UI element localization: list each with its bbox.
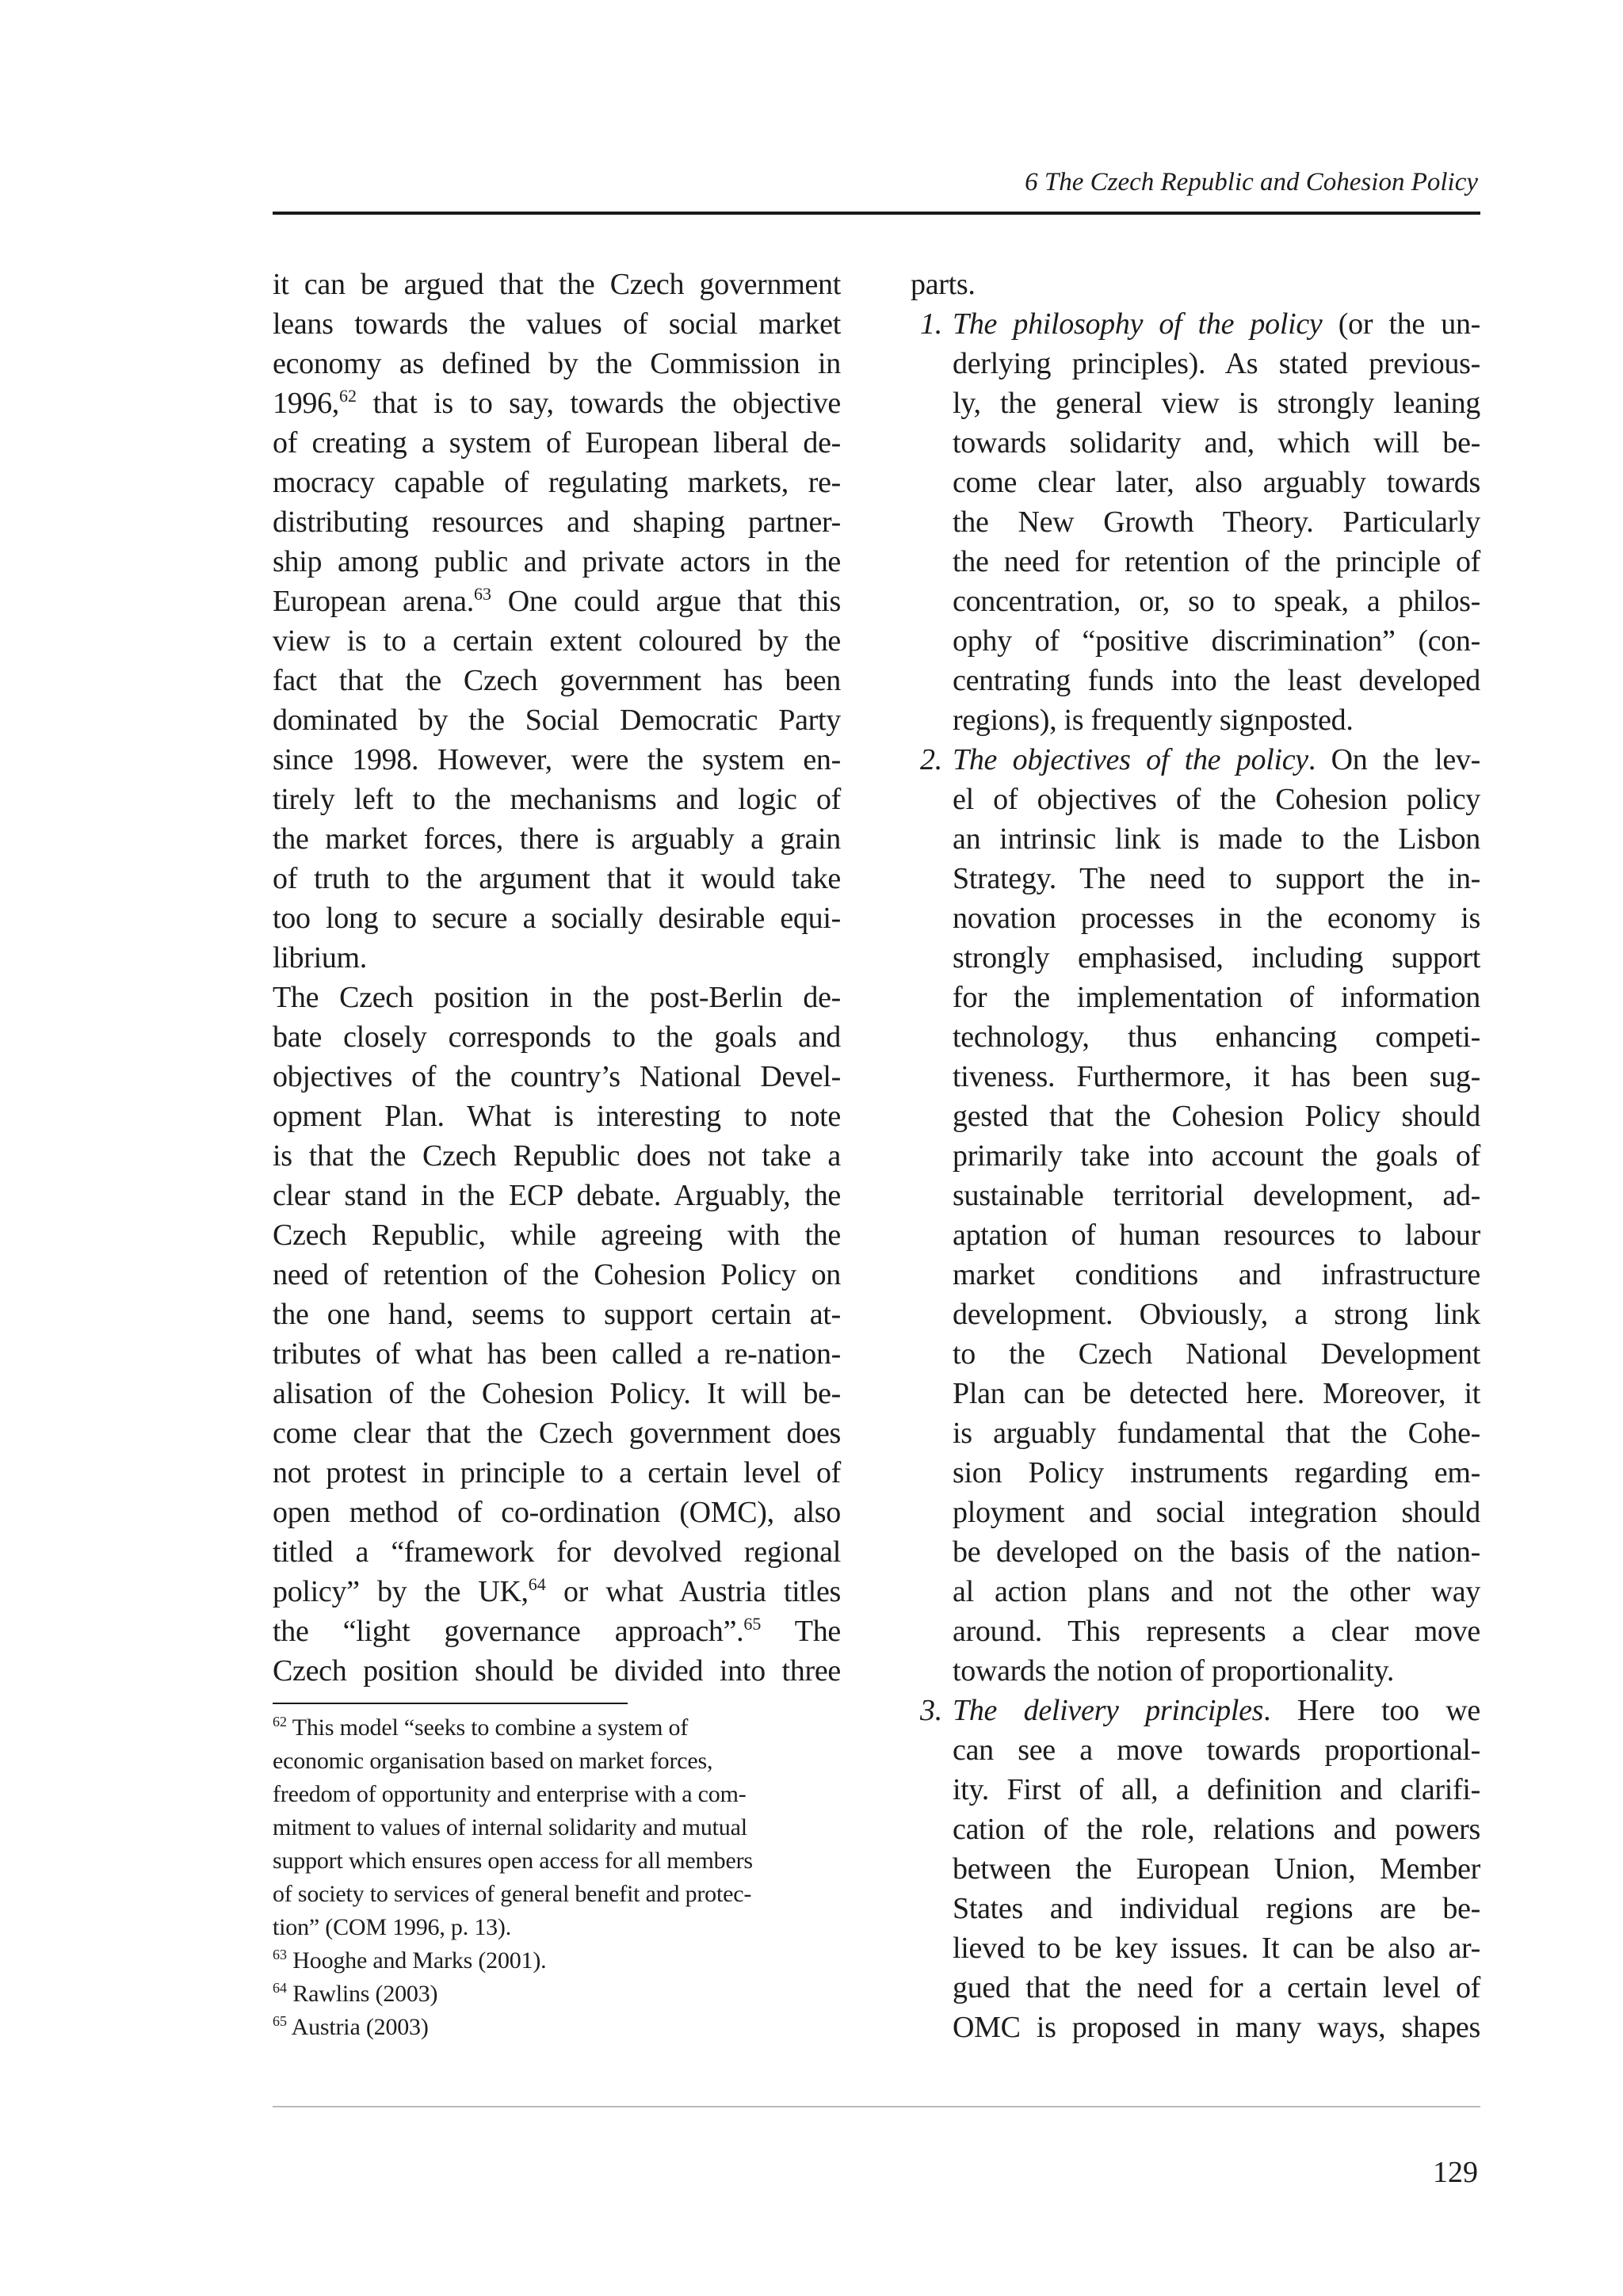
- text-run: mocracy capable of regulating markets, re-: [273, 466, 841, 499]
- right-text-column: [911, 265, 1480, 2047]
- list-number: 3.: [920, 1694, 942, 1727]
- text-run: view is to a certain extent coloured by the: [273, 624, 841, 658]
- text-line: [273, 1978, 841, 2011]
- text-run: regions), is frequently signposted.: [953, 704, 1354, 737]
- text-line: [273, 1017, 841, 1057]
- text-run: mitment to values of internal solidarity and mutual: [273, 1814, 747, 1840]
- text-run: Rawlins (2003): [287, 1981, 438, 2007]
- text-line: [911, 265, 1480, 304]
- text-run: tion” (COM 1996, p. 13).: [273, 1914, 512, 1940]
- text-line: [273, 1844, 841, 1878]
- text-line: [953, 700, 1480, 740]
- text-line: [273, 1878, 841, 1911]
- footnote-marker: 64: [528, 1574, 546, 1594]
- text-run: since 1998. However, were the system en-: [273, 743, 841, 776]
- text-line: [953, 1691, 1480, 1730]
- text-run: the one hand, seems to support certain at-: [273, 1298, 841, 1331]
- text-run: the New Growth Theory. Particularly: [953, 505, 1480, 539]
- text-run: tirely left to the mechanisms and logic of: [273, 783, 841, 816]
- text-run: of society to services of general benefit and protec-: [273, 1881, 752, 1907]
- numbered-list-item: [911, 1691, 1480, 2047]
- text-run: development. Obviously, a strong link: [953, 1298, 1480, 1331]
- footnote-marker: 63: [273, 1947, 287, 1962]
- text-line: [273, 1944, 841, 1978]
- text-run: support which ensures open access for all members: [273, 1848, 753, 1874]
- text-line: [953, 502, 1480, 542]
- footnote-marker: 62: [273, 1714, 287, 1730]
- text-run: concentration, or, so to speak, a philos-: [953, 585, 1480, 618]
- text-line: [273, 1136, 841, 1176]
- list-number: 1.: [920, 307, 942, 341]
- text-run: sustainable territorial development, ad-: [953, 1179, 1480, 1212]
- text-run: the need for retention of the principle of: [953, 545, 1480, 578]
- text-run: . Here too we: [1263, 1694, 1481, 1727]
- footnote-marker: 64: [273, 1980, 287, 1996]
- text-line: [273, 819, 841, 859]
- text-line: [273, 1745, 841, 1778]
- text-line: [953, 1889, 1480, 1928]
- text-run: European arena.: [273, 585, 474, 618]
- text-line: [953, 1453, 1480, 1493]
- text-run: economic organisation based on market forces,: [273, 1748, 713, 1774]
- text-line: [953, 780, 1480, 819]
- text-line: [953, 383, 1480, 423]
- text-line: [273, 423, 841, 463]
- text-line: [953, 1374, 1480, 1413]
- text-line: [953, 1651, 1480, 1691]
- text-line: [273, 780, 841, 819]
- text-line: [273, 1711, 841, 1745]
- text-run: One could argue that this: [491, 585, 841, 618]
- text-run: come clear later, also arguably towards: [953, 466, 1480, 499]
- text-run: el of objectives of the Cohesion policy: [953, 783, 1480, 816]
- text-run: to the Czech National Development: [953, 1337, 1480, 1371]
- text-line: [273, 938, 841, 978]
- text-line: [273, 2011, 841, 2044]
- text-run: objectives of the country’s National Devel-: [273, 1060, 841, 1093]
- text-line: [953, 1572, 1480, 1611]
- text-run: Czech Republic, while agreeing with the: [273, 1219, 841, 1252]
- text-line: [273, 582, 841, 621]
- left-text-column: [273, 265, 841, 1691]
- text-run: economy as defined by the Commission in: [273, 347, 841, 380]
- text-run: ophy of “positive discrimination” (con-: [953, 624, 1480, 658]
- text-line: [273, 344, 841, 383]
- footnote-separator: [273, 1703, 628, 1704]
- text-run: an intrinsic link is made to the Lisbon: [953, 822, 1480, 856]
- text-line: [953, 819, 1480, 859]
- text-line: [273, 1611, 841, 1651]
- text-line: [273, 1295, 841, 1334]
- text-line: [273, 1811, 841, 1844]
- footer-rule: [273, 2106, 1480, 2107]
- page-number: 129: [1433, 2156, 1478, 2189]
- text-run: dominated by the Social Democratic Party: [273, 704, 841, 737]
- text-run: alisation of the Cohesion Policy. It will be-: [273, 1377, 841, 1410]
- text-line: [953, 859, 1480, 898]
- text-run: gested that the Cohesion Policy should: [953, 1100, 1480, 1133]
- text-line: [273, 1255, 841, 1295]
- text-line: [273, 1572, 841, 1611]
- text-line: [273, 1057, 841, 1097]
- header-rule: [273, 212, 1480, 215]
- text-run: gued that the need for a certain level of: [953, 1971, 1480, 2004]
- text-line: [953, 1215, 1480, 1255]
- text-line: [273, 1532, 841, 1572]
- text-line: [273, 740, 841, 780]
- text-run: ployment and social integration should: [953, 1496, 1480, 1529]
- text-run: novation processes in the economy is: [953, 902, 1480, 935]
- text-line: [273, 1778, 841, 1811]
- text-line: [953, 740, 1480, 780]
- text-line: [273, 1493, 841, 1532]
- text-run: can see a move towards proportional-: [953, 1733, 1480, 1767]
- text-line: [953, 1334, 1480, 1374]
- text-run: it can be argued that the Czech government: [273, 268, 841, 301]
- text-line: [953, 1849, 1480, 1889]
- text-run: come clear that the Czech government does: [273, 1417, 841, 1450]
- text-run: leans towards the values of social market: [273, 307, 841, 341]
- text-run: not protest in principle to a certain level of: [273, 1456, 841, 1489]
- text-line: [953, 1057, 1480, 1097]
- footnote-marker: 63: [473, 584, 491, 604]
- text-line: [953, 1017, 1480, 1057]
- text-line: [953, 344, 1480, 383]
- footnote-marker: 65: [273, 2013, 287, 2029]
- footnote-marker: 65: [743, 1614, 762, 1634]
- text-line: [273, 463, 841, 502]
- text-line: [273, 383, 841, 423]
- text-line: [953, 621, 1480, 661]
- text-run: technology, thus enhancing competi-: [953, 1020, 1480, 1054]
- text-line: [953, 1255, 1480, 1295]
- text-line: [273, 661, 841, 700]
- text-run: aptation of human resources to labour: [953, 1219, 1480, 1252]
- text-run: be developed on the basis of the nation-: [953, 1535, 1480, 1569]
- text-run: or what Austria titles: [545, 1575, 841, 1608]
- text-run: distributing resources and shaping partner-: [273, 505, 841, 539]
- text-run: ity. First of all, a definition and clarifi-: [953, 1773, 1480, 1806]
- running-header: 6 The Czech Republic and Cohesion Policy: [1025, 168, 1478, 196]
- text-line: [953, 1493, 1480, 1532]
- text-run: bate closely corresponds to the goals and: [273, 1020, 841, 1054]
- text-line: [273, 1911, 841, 1944]
- text-line: [953, 1968, 1480, 2008]
- text-line: [953, 423, 1480, 463]
- text-run: Austria (2003): [287, 2014, 429, 2040]
- text-line: [953, 2008, 1480, 2047]
- list-number: 2.: [920, 743, 942, 776]
- text-line: [953, 304, 1480, 344]
- text-line: [953, 938, 1480, 978]
- text-run: freedom of opportunity and enterprise with a com-: [273, 1781, 747, 1807]
- italic-text: The delivery principles: [953, 1694, 1264, 1727]
- numbered-list-item: [911, 740, 1480, 1691]
- text-run: tiveness. Furthermore, it has been sug-: [953, 1060, 1480, 1093]
- text-line: [953, 582, 1480, 621]
- text-run: sion Policy instruments regarding em-: [953, 1456, 1480, 1489]
- text-run: is arguably fundamental that the Cohe-: [953, 1417, 1480, 1450]
- text-run: opment Plan. What is interesting to note: [273, 1100, 841, 1133]
- footnotes: [273, 1711, 841, 2044]
- text-run: This model “seeks to combine a system of: [287, 1714, 689, 1741]
- text-run: of truth to the argument that it would take: [273, 862, 841, 895]
- text-run: The Czech position in the post-Berlin de-: [273, 981, 841, 1014]
- text-run: too long to secure a socially desirable equi-: [273, 902, 841, 935]
- text-run: need of retention of the Cohesion Policy on: [273, 1258, 841, 1291]
- text-run: ship among public and private actors in the: [273, 545, 841, 578]
- text-run: al action plans and not the other way: [953, 1575, 1480, 1608]
- text-line: [273, 304, 841, 344]
- text-run: for the implementation of information: [953, 981, 1480, 1014]
- text-run: strongly emphasised, including support: [953, 941, 1480, 974]
- text-run: derlying principles). As stated previous-: [953, 347, 1480, 380]
- text-run: cation of the role, relations and powers: [953, 1813, 1480, 1846]
- text-line: [273, 898, 841, 938]
- text-run: ly, the general view is strongly leaning: [953, 387, 1480, 420]
- text-line: [273, 1413, 841, 1453]
- text-line: [273, 265, 841, 304]
- text-line: [953, 1176, 1480, 1215]
- text-line: [273, 1097, 841, 1136]
- text-line: [273, 978, 841, 1017]
- text-run: Czech position should be divided into three: [273, 1654, 841, 1688]
- text-run: tributes of what has been called a re-nation-: [273, 1337, 841, 1371]
- text-run: centrating funds into the least developed: [953, 664, 1480, 697]
- text-run: the market forces, there is arguably a grain: [273, 822, 841, 856]
- text-run: States and individual regions are be-: [953, 1892, 1480, 1925]
- text-line: [953, 1295, 1480, 1334]
- text-run: Plan can be detected here. Moreover, it: [953, 1377, 1480, 1410]
- text-line: [953, 1413, 1480, 1453]
- text-run: librium.: [273, 941, 367, 974]
- text-line: [273, 1651, 841, 1691]
- text-run: the “light governance approach”.: [273, 1615, 744, 1648]
- text-run: between the European Union, Member: [953, 1852, 1480, 1886]
- text-run: lieved to be key issues. It can be also ar-: [953, 1932, 1480, 1965]
- text-run: 1996,: [273, 387, 340, 420]
- text-line: [953, 1810, 1480, 1849]
- text-line: [953, 978, 1480, 1017]
- text-line: [953, 1730, 1480, 1770]
- text-line: [953, 661, 1480, 700]
- text-run: parts.: [911, 268, 976, 301]
- text-run: fact that the Czech government has been: [273, 664, 841, 697]
- text-line: [273, 1215, 841, 1255]
- text-run: Strategy. The need to support the in-: [953, 862, 1480, 895]
- text-run: titled a “framework for devolved regional: [273, 1535, 841, 1569]
- text-line: [953, 542, 1480, 582]
- text-line: [953, 1770, 1480, 1810]
- text-line: [273, 1334, 841, 1374]
- text-line: [273, 542, 841, 582]
- text-run: towards the notion of proportionality.: [953, 1654, 1395, 1688]
- text-line: [953, 898, 1480, 938]
- italic-text: The objectives of the policy: [953, 743, 1308, 776]
- text-run: policy” by the UK,: [273, 1575, 529, 1608]
- text-run: towards solidarity and, which will be-: [953, 426, 1480, 460]
- text-line: [273, 621, 841, 661]
- text-run: The: [761, 1615, 841, 1648]
- italic-text: The philosophy of the policy: [953, 307, 1323, 341]
- text-line: [953, 1136, 1480, 1176]
- text-line: [273, 859, 841, 898]
- text-line: [273, 1176, 841, 1215]
- text-run: primarily take into account the goals of: [953, 1139, 1480, 1173]
- text-line: [273, 502, 841, 542]
- text-run: around. This represents a clear move: [953, 1615, 1480, 1648]
- text-run: clear stand in the ECP debate. Arguably, the: [273, 1179, 841, 1212]
- footnote-marker: 62: [339, 386, 357, 406]
- text-run: OMC is proposed in many ways, shapes: [953, 2011, 1480, 2044]
- text-line: [273, 1374, 841, 1413]
- text-run: (or the un-: [1322, 307, 1481, 341]
- text-run: market conditions and infrastructure: [953, 1258, 1480, 1291]
- text-run: is that the Czech Republic does not take a: [273, 1139, 841, 1173]
- text-run: Hooghe and Marks (2001).: [287, 1947, 547, 1974]
- text-line: [953, 1928, 1480, 1968]
- text-line: [953, 1532, 1480, 1572]
- text-line: [953, 1611, 1480, 1651]
- text-line: [953, 463, 1480, 502]
- text-line: [953, 1097, 1480, 1136]
- text-line: [273, 1453, 841, 1493]
- text-run: that is to say, towards the objective: [357, 387, 841, 420]
- text-run: . On the lev-: [1308, 743, 1480, 776]
- numbered-list-item: [911, 304, 1480, 740]
- text-run: of creating a system of European liberal de-: [273, 426, 841, 460]
- text-run: open method of co-ordination (OMC), also: [273, 1496, 841, 1529]
- text-line: [273, 700, 841, 740]
